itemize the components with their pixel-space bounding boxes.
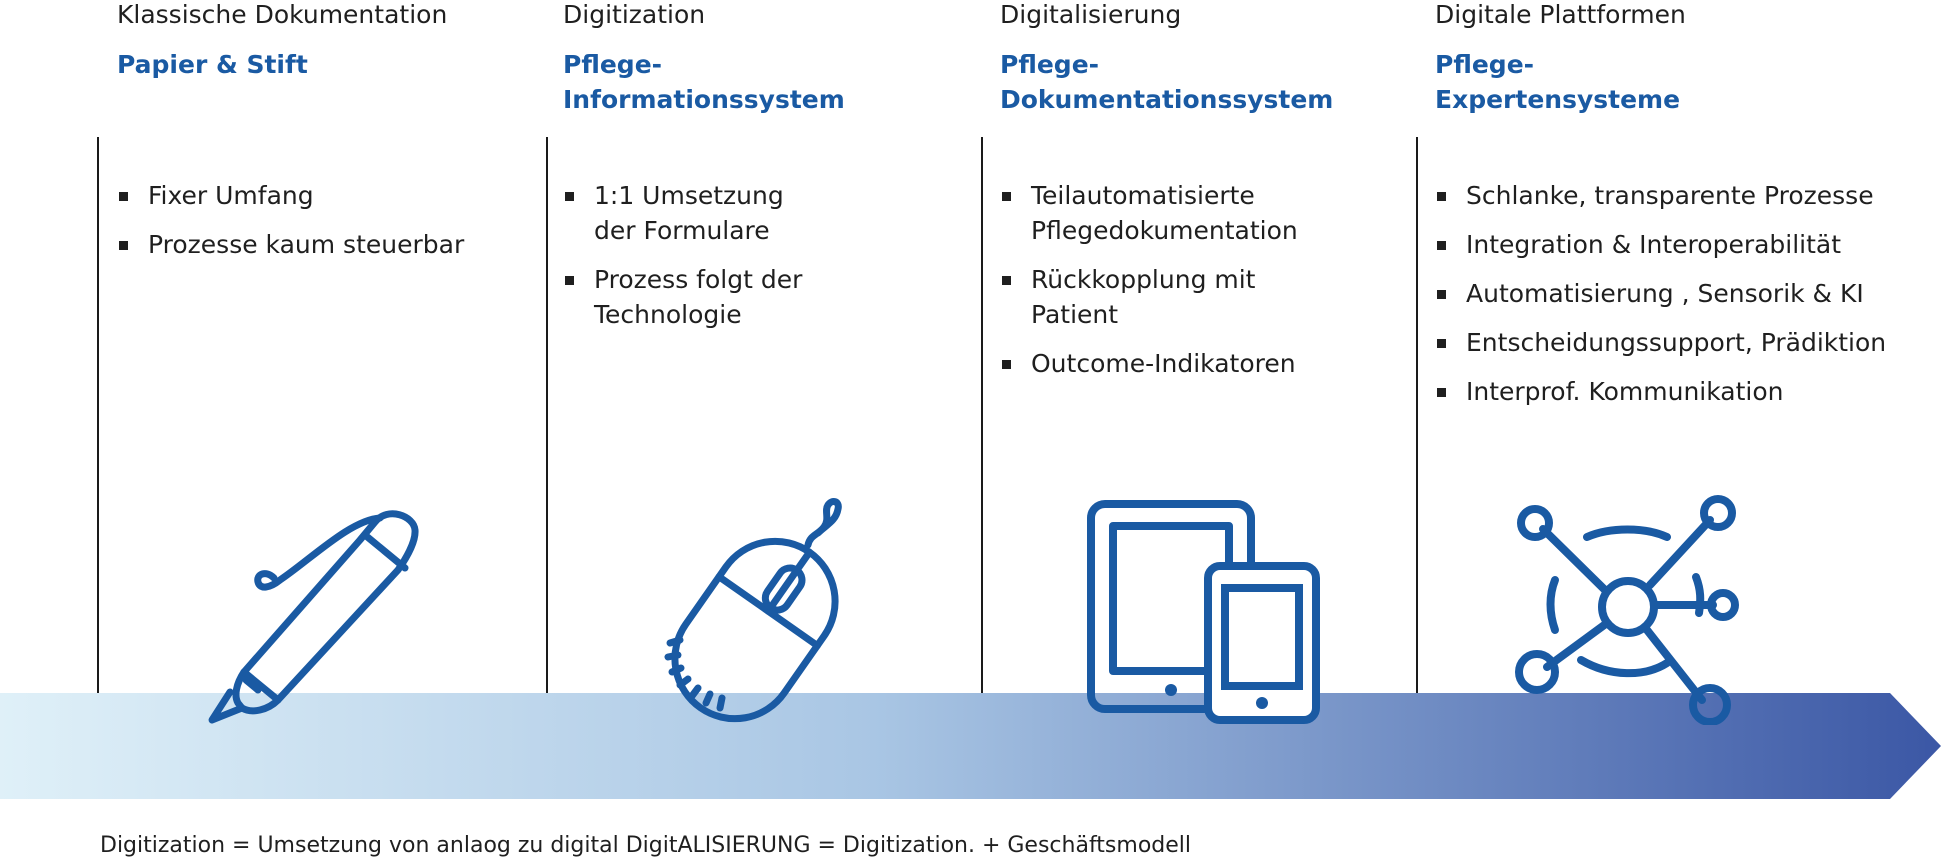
pen-icon xyxy=(200,500,430,725)
subtitle-line: Pflege- xyxy=(563,50,663,79)
column-title: Klassische Dokumentation xyxy=(117,0,448,29)
column-divider xyxy=(1416,137,1418,693)
column-subtitle xyxy=(117,47,537,82)
bullet-item: Entscheidungssupport, Prädiktion xyxy=(1437,325,1917,360)
bullet-item: Fixer Umfang xyxy=(119,178,539,213)
bullet-list xyxy=(1002,178,1312,395)
column-divider xyxy=(546,137,548,693)
footnote: Digitization = Umsetzung von anlaog zu digital DigitALISIERUNG = Digitization. + Geschäftsmodell xyxy=(100,833,1192,858)
bullet-item: Outcome-Indikatoren xyxy=(1002,346,1312,381)
column-klassische-dokumentation xyxy=(117,0,537,82)
column-title: Digitization xyxy=(563,0,706,29)
mouse-icon xyxy=(650,495,860,725)
bullet-item: Rückkopplung mit Patient xyxy=(1002,262,1312,332)
subtitle-line: Pflege- xyxy=(1435,50,1535,79)
column-title: Digitalisierung xyxy=(1000,0,1182,29)
column-title: Digitale Plattformen xyxy=(1435,0,1686,29)
bullet-item: Prozess folgt der Technologie xyxy=(565,262,815,332)
bullet-list xyxy=(1437,178,1917,423)
network-hub-icon xyxy=(1515,495,1745,725)
bullet-item: Schlanke, transparente Prozesse xyxy=(1437,178,1917,213)
bullet-item: Integration & Interoperabilität xyxy=(1437,227,1917,262)
phone-home-button xyxy=(1256,697,1268,709)
subtitle-line: Papier & Stift xyxy=(117,50,308,79)
column-digitalisierung xyxy=(1000,0,1420,117)
column-digitization xyxy=(563,0,983,117)
subtitle-line: Dokumentationssystem xyxy=(1000,85,1334,114)
column-divider xyxy=(97,137,99,693)
subtitle-line: Informationssystem xyxy=(563,85,845,114)
bullet-item: Prozesse kaum steuerbar xyxy=(119,227,539,262)
bullet-item: Interprof. Kommunikation xyxy=(1437,374,1917,409)
column-digitale-plattformen xyxy=(1435,0,1855,117)
bullet-list xyxy=(119,178,539,276)
bullet-list xyxy=(565,178,815,346)
bullet-item: 1:1 Umsetzung der Formulare xyxy=(565,178,815,248)
tablet-phone-icon xyxy=(1085,498,1325,728)
column-subtitle xyxy=(1435,47,1855,117)
bullet-item: Teilautomatisierte Pflegedokumentation xyxy=(1002,178,1312,248)
column-subtitle xyxy=(563,47,983,117)
subtitle-line: Expertensysteme xyxy=(1435,85,1681,114)
bullet-item: Automatisierung , Sensorik & KI xyxy=(1437,276,1917,311)
subtitle-line: Pflege- xyxy=(1000,50,1100,79)
tablet-home-button xyxy=(1165,684,1177,696)
column-subtitle xyxy=(1000,47,1420,117)
column-divider xyxy=(981,137,983,693)
